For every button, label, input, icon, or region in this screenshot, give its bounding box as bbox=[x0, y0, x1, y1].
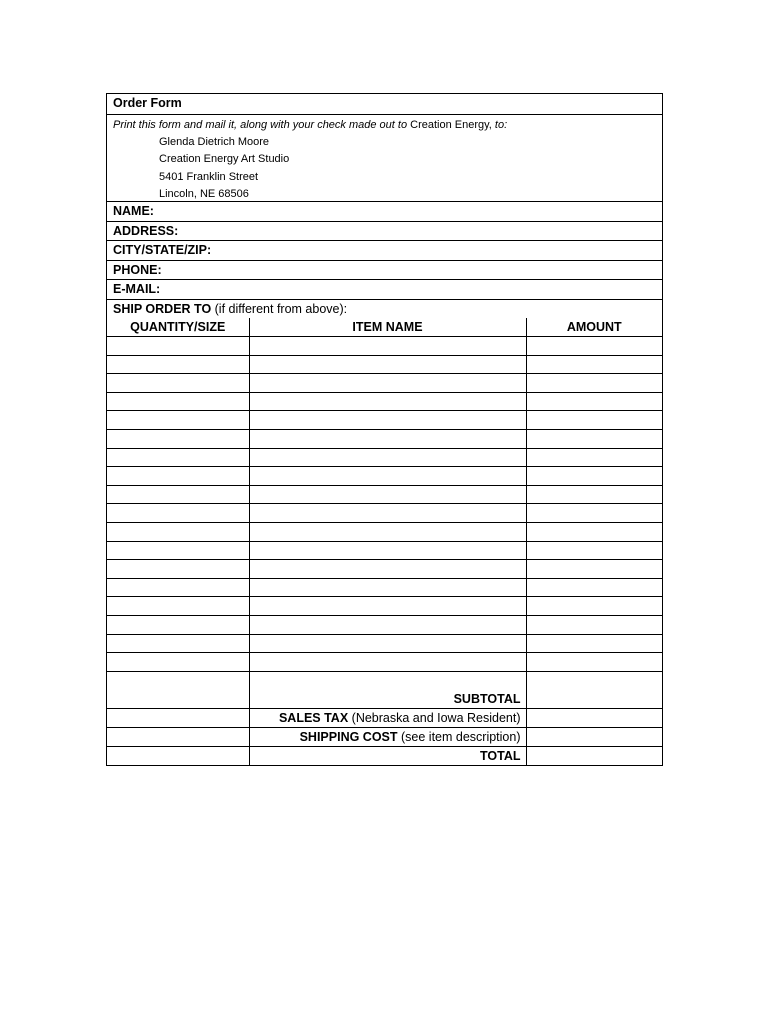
amount-cell[interactable] bbox=[526, 485, 662, 504]
instructions-payee: Creation Energy, bbox=[407, 119, 492, 131]
amount-cell[interactable] bbox=[526, 671, 662, 690]
amount-cell[interactable] bbox=[526, 504, 662, 523]
table-row bbox=[107, 374, 662, 393]
sales-tax-label-cell bbox=[249, 708, 526, 727]
subtotal-label: SUBTOTAL bbox=[249, 690, 526, 709]
address-field[interactable]: ADDRESS: bbox=[107, 221, 662, 241]
item-rows bbox=[107, 337, 662, 690]
amount-cell[interactable] bbox=[526, 615, 662, 634]
phone-field[interactable]: PHONE: bbox=[107, 260, 662, 280]
city-state-zip-field[interactable]: CITY/STATE/ZIP: bbox=[107, 240, 662, 260]
quantity-size-cell[interactable] bbox=[107, 560, 249, 579]
amount-cell[interactable] bbox=[526, 448, 662, 467]
subtotal-amount-cell[interactable] bbox=[526, 690, 662, 709]
quantity-size-cell[interactable] bbox=[107, 653, 249, 672]
quantity-size-cell[interactable] bbox=[107, 355, 249, 374]
quantity-size-cell[interactable] bbox=[107, 374, 249, 393]
amount-cell[interactable] bbox=[526, 560, 662, 579]
amount-cell[interactable] bbox=[526, 392, 662, 411]
table-row bbox=[107, 523, 662, 542]
quantity-size-cell[interactable] bbox=[107, 485, 249, 504]
table-row bbox=[107, 485, 662, 504]
item-name-cell[interactable] bbox=[249, 504, 526, 523]
item-name-cell[interactable] bbox=[249, 615, 526, 634]
table-row bbox=[107, 411, 662, 430]
table-row bbox=[107, 597, 662, 616]
ship-to-label: SHIP ORDER TO bbox=[113, 301, 212, 316]
mailing-instructions bbox=[107, 114, 662, 201]
quantity-size-cell[interactable] bbox=[107, 634, 249, 653]
item-name-cell[interactable] bbox=[249, 374, 526, 393]
amount-cell[interactable] bbox=[526, 634, 662, 653]
table-row bbox=[107, 671, 662, 690]
shipping-amount-cell[interactable] bbox=[526, 727, 662, 746]
name-field[interactable]: NAME: bbox=[107, 201, 662, 221]
address-line: Glenda Dietrich Moore bbox=[159, 136, 270, 149]
amount-cell[interactable] bbox=[526, 541, 662, 560]
instructions-intro-end: to: bbox=[491, 119, 508, 131]
item-name-cell[interactable] bbox=[249, 411, 526, 430]
item-name-cell[interactable] bbox=[249, 671, 526, 690]
sales-tax-note: (Nebraska and Iowa Resident) bbox=[348, 710, 521, 725]
amount-cell[interactable] bbox=[526, 597, 662, 616]
quantity-size-cell[interactable] bbox=[107, 411, 249, 430]
shipping-blank-cell bbox=[107, 727, 249, 746]
subtotal-blank-cell bbox=[107, 690, 249, 709]
amount-cell[interactable] bbox=[526, 355, 662, 374]
quantity-size-cell[interactable] bbox=[107, 430, 249, 449]
table-row bbox=[107, 430, 662, 449]
item-name-cell[interactable] bbox=[249, 430, 526, 449]
table-row bbox=[107, 392, 662, 411]
sales-tax-label: SALES TAX bbox=[278, 710, 349, 725]
item-name-cell[interactable] bbox=[249, 523, 526, 542]
order-form bbox=[106, 93, 663, 766]
amount-cell[interactable] bbox=[526, 411, 662, 430]
quantity-size-cell[interactable] bbox=[107, 671, 249, 690]
total-label: TOTAL bbox=[249, 746, 526, 765]
table-row bbox=[107, 560, 662, 579]
shipping-row bbox=[107, 727, 662, 746]
table-row bbox=[107, 634, 662, 653]
amount-cell[interactable] bbox=[526, 337, 662, 356]
sales-tax-blank-cell bbox=[107, 708, 249, 727]
item-name-cell[interactable] bbox=[249, 448, 526, 467]
order-items-table bbox=[107, 318, 662, 765]
address-line: 5401 Franklin Street bbox=[159, 170, 259, 183]
amount-cell[interactable] bbox=[526, 653, 662, 672]
total-blank-cell bbox=[107, 746, 249, 765]
shipping-label-cell bbox=[249, 727, 526, 746]
total-row bbox=[107, 746, 662, 765]
table-row bbox=[107, 337, 662, 356]
table-row bbox=[107, 467, 662, 486]
table-row bbox=[107, 615, 662, 634]
instructions-intro bbox=[113, 117, 662, 134]
sales-tax-row bbox=[107, 708, 662, 727]
item-name-header: ITEM NAME bbox=[249, 318, 526, 337]
quantity-size-cell[interactable] bbox=[107, 523, 249, 542]
quantity-size-cell[interactable] bbox=[107, 578, 249, 597]
item-name-cell[interactable] bbox=[249, 337, 526, 356]
table-row bbox=[107, 355, 662, 374]
amount-cell[interactable] bbox=[526, 374, 662, 393]
quantity-size-cell[interactable] bbox=[107, 467, 249, 486]
form-title: Order Form bbox=[113, 96, 182, 110]
quantity-size-cell[interactable] bbox=[107, 504, 249, 523]
item-name-cell[interactable] bbox=[249, 578, 526, 597]
item-name-cell[interactable] bbox=[249, 597, 526, 616]
quantity-size-cell[interactable] bbox=[107, 597, 249, 616]
address-line: Creation Energy Art Studio bbox=[159, 153, 290, 166]
subtotal-row bbox=[107, 690, 662, 709]
address-line: Lincoln, NE 68506 bbox=[159, 187, 249, 200]
item-name-cell[interactable] bbox=[249, 355, 526, 374]
amount-cell[interactable] bbox=[526, 430, 662, 449]
quantity-size-cell[interactable] bbox=[107, 392, 249, 411]
table-row bbox=[107, 578, 662, 597]
quantity-size-cell[interactable] bbox=[107, 541, 249, 560]
item-name-cell[interactable] bbox=[249, 560, 526, 579]
sales-tax-amount-cell[interactable] bbox=[526, 708, 662, 727]
table-row bbox=[107, 541, 662, 560]
amount-header: AMOUNT bbox=[526, 318, 662, 337]
instructions-intro-text: Print this form and mail it, along with your check made out to bbox=[113, 119, 408, 131]
table-row bbox=[107, 653, 662, 672]
quantity-size-cell[interactable] bbox=[107, 448, 249, 467]
table-row bbox=[107, 448, 662, 467]
item-name-cell[interactable] bbox=[249, 541, 526, 560]
amount-cell[interactable] bbox=[526, 523, 662, 542]
quantity-size-header: QUANTITY/SIZE bbox=[107, 318, 249, 337]
quantity-size-cell[interactable] bbox=[107, 615, 249, 634]
table-header-row bbox=[107, 318, 662, 337]
amount-cell[interactable] bbox=[526, 578, 662, 597]
quantity-size-cell[interactable] bbox=[107, 337, 249, 356]
item-name-cell[interactable] bbox=[249, 634, 526, 653]
item-name-cell[interactable] bbox=[249, 653, 526, 672]
ship-to-field[interactable] bbox=[107, 299, 662, 318]
total-amount-cell[interactable] bbox=[526, 746, 662, 765]
item-name-cell[interactable] bbox=[249, 392, 526, 411]
shipping-note: (see item description) bbox=[397, 729, 521, 744]
email-field[interactable]: E-MAIL: bbox=[107, 279, 662, 299]
item-name-cell[interactable] bbox=[249, 467, 526, 486]
amount-cell[interactable] bbox=[526, 467, 662, 486]
table-row bbox=[107, 504, 662, 523]
shipping-label: SHIPPING COST bbox=[299, 729, 398, 744]
ship-to-note: (if different from above): bbox=[211, 301, 348, 316]
item-name-cell[interactable] bbox=[249, 485, 526, 504]
